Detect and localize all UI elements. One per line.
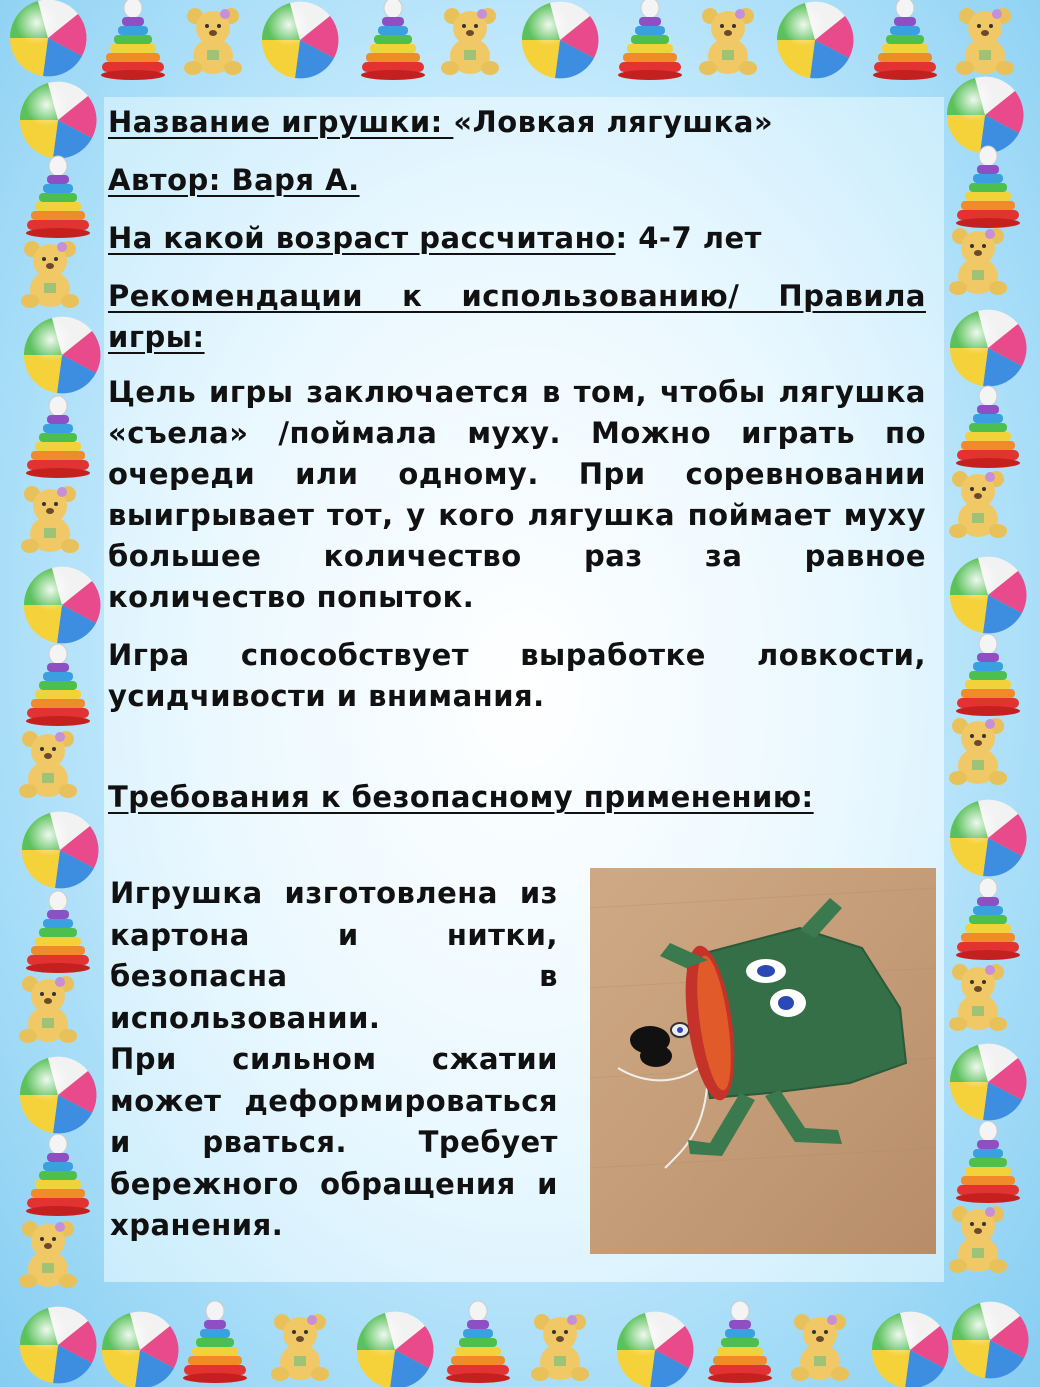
- rules-paragraph: Цель игры заключается в том, чтобы лягушка «съела» /поймала муху. Можно играть по очереди или одному. При соревновании выигрывает тот, у кого лягушка поймает муху большее количество раз за равное количество попыток.: [108, 375, 926, 614]
- safety-heading: Требования к безопасному применению:: [108, 780, 814, 814]
- author-row: [108, 160, 926, 201]
- age-value: : 4-7 лет: [615, 221, 762, 255]
- toy-title-label: Название игрушки:: [108, 105, 454, 139]
- rules-heading: Рекомендации к использованию/ Правила игры:: [108, 279, 926, 354]
- frog-toy-photo: [590, 868, 936, 1254]
- author-label: Автор: Варя А.: [108, 163, 360, 197]
- toy-title-value: «Ловкая лягушка»: [453, 105, 774, 139]
- safety-paragraph-1: Игрушка изготовлена из картона и нитки, безопасна в использовании.: [110, 876, 558, 1035]
- document-body: [108, 102, 926, 818]
- benefit-paragraph: Игра способствует выработке ловкости, усидчивости и внимания.: [108, 638, 926, 713]
- age-row: [108, 218, 926, 259]
- safety-paragraph-2: При сильном сжатии может деформироваться и рваться. Требует бережного обращения и хранения.: [110, 1042, 558, 1242]
- age-label: На какой возраст рассчитано: [108, 221, 616, 255]
- safety-text: [110, 873, 558, 1247]
- toy-title-row: [108, 102, 926, 143]
